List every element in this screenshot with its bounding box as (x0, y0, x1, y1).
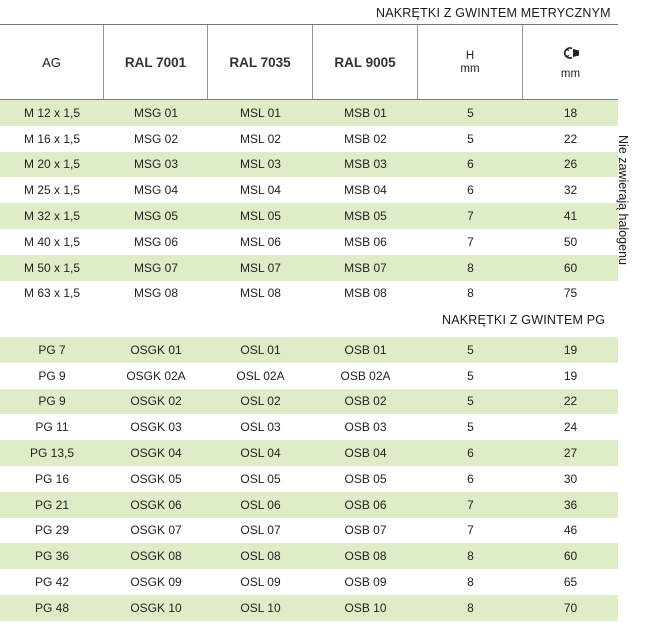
table-row (0, 152, 618, 178)
cell-ag: PG 13,5 (29, 446, 75, 461)
header-ral9005-label: RAL 9005 (334, 55, 396, 70)
table-row (0, 492, 618, 518)
cell-h: 7 (467, 209, 474, 224)
cell-ral9005: OSB 05 (344, 471, 387, 486)
cell-ral9005: MSB 02 (344, 131, 387, 146)
cell-h: 5 (467, 105, 474, 120)
table-row (0, 177, 618, 203)
cell-sw: 19 (563, 342, 578, 357)
table-row (0, 595, 618, 621)
cell-ral9005: MSB 01 (344, 105, 387, 120)
cell-ral7035: OSL 04 (240, 446, 281, 461)
header-wrench-unit: mm (560, 67, 581, 80)
cell-h: 8 (467, 549, 474, 564)
cell-ral7001: OSGK 10 (130, 600, 182, 615)
cell-sw: 50 (563, 234, 578, 249)
cell-ag: PG 29 (34, 523, 70, 538)
cell-ag: PG 21 (34, 497, 70, 512)
header-ral7001 (104, 25, 208, 100)
table-row (0, 466, 618, 492)
cell-sw: 18 (563, 105, 578, 120)
cell-ral7001: OSGK 05 (130, 471, 182, 486)
table-row (0, 126, 618, 152)
cell-sw: 60 (563, 260, 578, 275)
cell-sw: 46 (563, 523, 578, 538)
cell-ag: M 40 x 1,5 (23, 234, 81, 249)
cell-sw: 22 (563, 394, 578, 409)
cell-ral9005: OSB 09 (344, 575, 387, 590)
cell-ral7001: MSG 06 (133, 234, 178, 249)
cell-sw: 30 (563, 471, 578, 486)
table-row (0, 281, 618, 307)
cell-sw: 19 (563, 368, 578, 383)
header-ral7035-label: RAL 7035 (229, 55, 291, 70)
cell-ral9005: MSB 05 (344, 209, 387, 224)
header-ag (0, 25, 104, 100)
cell-ag: M 25 x 1,5 (23, 183, 81, 198)
table-row (0, 389, 618, 415)
cell-h: 6 (467, 157, 474, 172)
cell-h: 8 (467, 575, 474, 590)
cell-ral7001: MSG 08 (133, 286, 178, 301)
cell-ral9005: MSB 08 (344, 286, 387, 301)
table-row (0, 363, 618, 389)
header-ral7035 (208, 25, 313, 100)
cell-h: 8 (467, 600, 474, 615)
cell-ral7035: MSL 07 (240, 260, 281, 275)
cell-ral9005: OSB 03 (344, 420, 387, 435)
cell-sw: 65 (563, 575, 578, 590)
cell-ral7001: MSG 04 (133, 183, 178, 198)
cell-h: 7 (467, 497, 474, 512)
cell-ag: PG 42 (34, 575, 70, 590)
cell-ral9005: OSB 01 (344, 342, 387, 357)
cell-h: 7 (467, 234, 474, 249)
cell-ral9005: OSB 07 (344, 523, 387, 538)
cell-ral7035: MSL 08 (240, 286, 281, 301)
cell-ral7001: MSG 02 (133, 131, 178, 146)
cell-h: 5 (467, 394, 474, 409)
cell-ral7001: MSG 03 (133, 157, 178, 172)
cell-ral9005: OSB 04 (344, 446, 387, 461)
cell-ral7035: OSL 03 (240, 420, 281, 435)
cell-h: 7 (467, 523, 474, 538)
cell-ral9005: MSB 06 (344, 234, 387, 249)
header-h-label: H (465, 49, 475, 62)
table-row (0, 203, 618, 229)
cell-ral7035: OSL 07 (240, 523, 281, 538)
cell-ral7035: OSL 02 (240, 394, 281, 409)
cell-h: 6 (467, 183, 474, 198)
cell-ral7035: MSL 01 (240, 105, 281, 120)
header-h (418, 25, 523, 100)
table-row (0, 100, 618, 126)
side-note (606, 100, 640, 300)
cell-ral7001: OSGK 09 (130, 575, 182, 590)
table-row (0, 518, 618, 544)
cell-ral9005: MSB 04 (344, 183, 387, 198)
cell-sw: 36 (563, 497, 578, 512)
cell-sw: 75 (563, 286, 578, 301)
header-ag-label: AG (42, 55, 61, 70)
cell-sw: 26 (563, 157, 578, 172)
section-title-pg: NAKRĘTKI Z GWINTEM PG (442, 313, 606, 327)
table-row (0, 440, 618, 466)
cell-ral7001: OSGK 06 (130, 497, 182, 512)
header-ral9005 (313, 25, 418, 100)
cell-sw: 22 (563, 131, 578, 146)
cell-ral7035: OSL 05 (240, 471, 281, 486)
cell-sw: 24 (563, 420, 578, 435)
table-row (0, 255, 618, 281)
table-row (0, 337, 618, 363)
cell-ral9005: MSB 07 (344, 260, 387, 275)
table-row (0, 569, 618, 595)
cell-ral7001: OSGK 07 (130, 523, 182, 538)
metric-table-body (0, 100, 618, 306)
cell-h: 6 (467, 446, 474, 461)
cell-ral7001: MSG 05 (133, 209, 178, 224)
cell-h: 6 (467, 471, 474, 486)
cell-ral9005: OSB 06 (344, 497, 387, 512)
cell-ag: PG 48 (34, 600, 70, 615)
cell-h: 5 (467, 368, 474, 383)
cell-ag: PG 16 (34, 471, 70, 486)
cell-ral7001: OSGK 03 (130, 420, 182, 435)
cell-ral9005: MSB 03 (344, 157, 387, 172)
cell-h: 5 (467, 420, 474, 435)
cell-ral7035: OSL 10 (240, 600, 281, 615)
header-h-unit: mm (460, 62, 480, 75)
cell-ral7035: MSL 06 (240, 234, 281, 249)
cell-ral9005: OSB 08 (344, 549, 387, 564)
cell-h: 5 (467, 131, 474, 146)
cell-ag: PG 11 (35, 420, 69, 435)
wrench-icon (560, 45, 582, 65)
cell-ral7035: OSL 06 (240, 497, 281, 512)
table-header (0, 24, 618, 100)
cell-ral7001: OSGK 02A (126, 368, 186, 383)
cell-ral7001: OSGK 08 (130, 549, 182, 564)
cell-sw: 70 (563, 600, 578, 615)
cell-ral7035: MSL 04 (240, 183, 281, 198)
cell-ral7001: OSGK 01 (130, 342, 182, 357)
cell-h: 5 (467, 342, 474, 357)
cell-ag: M 50 x 1,5 (23, 260, 81, 275)
cell-ral7035: OSL 09 (240, 575, 281, 590)
cell-ag: M 32 x 1,5 (23, 209, 81, 224)
section-title-metric: NAKRĘTKI Z GWINTEM METRYCZNYM (376, 6, 611, 20)
cell-ral7035: OSL 02A (236, 368, 285, 383)
cell-ag: M 16 x 1,5 (23, 131, 81, 146)
cell-ag: PG 9 (38, 368, 66, 383)
cell-ral7035: OSL 01 (240, 342, 281, 357)
cell-ag: PG 9 (38, 394, 66, 409)
cell-sw: 27 (563, 446, 578, 461)
cell-ag: M 63 x 1,5 (23, 286, 81, 301)
cell-h: 8 (467, 286, 474, 301)
table-row (0, 543, 618, 569)
cell-ral9005: OSB 10 (344, 600, 387, 615)
cell-ral7035: MSL 02 (240, 131, 281, 146)
pg-table-body (0, 337, 618, 621)
cell-ral7035: OSL 08 (240, 549, 281, 564)
table-row (0, 229, 618, 255)
cell-ag: PG 36 (34, 549, 70, 564)
cell-ral7001: OSGK 04 (130, 446, 182, 461)
cell-ral7035: MSL 03 (240, 157, 281, 172)
cell-sw: 60 (563, 549, 578, 564)
side-note-label: Nie zawierają halogenu (616, 135, 630, 265)
cell-ral7001: OSGK 02 (130, 394, 182, 409)
cell-ral9005: OSB 02 (344, 394, 387, 409)
cell-ag: M 20 x 1,5 (23, 157, 81, 172)
cell-h: 8 (467, 260, 474, 275)
cell-ral7035: MSL 05 (240, 209, 281, 224)
cell-ag: M 12 x 1,5 (23, 105, 81, 120)
header-ral7001-label: RAL 7001 (124, 55, 187, 70)
cell-ral7001: MSG 01 (133, 105, 178, 120)
header-wrench (523, 25, 618, 100)
cell-ral9005: OSB 02A (340, 368, 391, 383)
cell-sw: 32 (563, 183, 578, 198)
table-row (0, 414, 618, 440)
cell-ral7001: MSG 07 (133, 260, 178, 275)
cell-ag: PG 7 (38, 342, 66, 357)
cell-sw: 41 (563, 209, 578, 224)
